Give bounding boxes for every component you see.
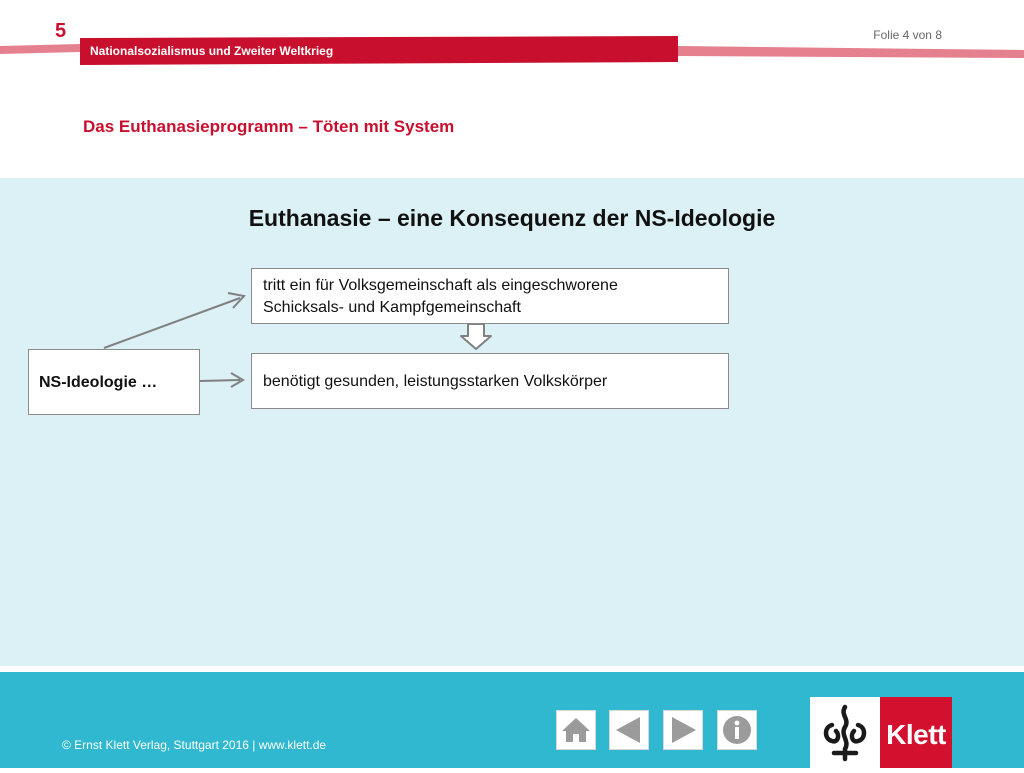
arrow-to-bottom-box: [200, 380, 240, 381]
info-button[interactable]: [717, 710, 757, 750]
down-arrow-icon: [461, 324, 491, 349]
klett-symbol: [810, 697, 880, 768]
klett-logo: [810, 697, 952, 768]
klett-wordmark-area: [880, 697, 952, 768]
arrow-to-top-box: [104, 298, 240, 348]
klett-wordmark: Klett: [886, 719, 946, 750]
info-icon: [718, 711, 756, 749]
ideology-goal-box: [251, 268, 729, 324]
previous-slide-button[interactable]: [609, 710, 649, 750]
diagram-heading: Euthanasie – eine Konsequenz der NS-Ideologie: [248, 205, 776, 231]
slide-counter: Folie 4 von 8: [873, 28, 942, 42]
slide-subtitle: Das Euthanasieprogramm – Töten mit System: [83, 117, 455, 136]
ideology-goal-line-2: Schicksals- und Kampfgemeinschaft: [263, 299, 521, 316]
next-slide-button[interactable]: [663, 710, 703, 750]
ideology-goal-line-1: tritt ein für Volksgemeinschaft als eingeschworene: [263, 277, 618, 294]
copyright: © Ernst Klett Verlag, Stuttgart 2016 | www.klett.de: [62, 738, 327, 752]
chapter-title: Nationalsozialismus und Zweiter Weltkrieg: [90, 44, 334, 58]
arrow-left-icon: [610, 711, 648, 749]
clover-logo-icon: [810, 697, 880, 768]
ns-ideology-box: NS-Ideologie …: [28, 349, 200, 415]
chapter-number: 5: [55, 20, 67, 42]
home-button[interactable]: [556, 710, 596, 750]
ideology-need-box: benötigt gesunden, leistungsstarken Volkskörper: [251, 353, 729, 409]
home-icon: [557, 711, 595, 749]
arrow-right-icon: [664, 711, 702, 749]
